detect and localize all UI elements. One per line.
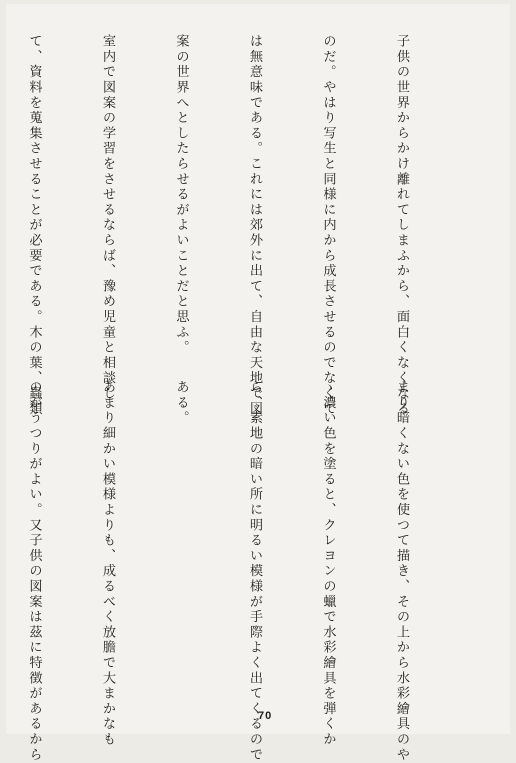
text-line: は無意味である。これには郊外に出て、自由な天地で図 xyxy=(247,34,262,417)
text-line: ら、素地の暗い所に明るい模様が手際よく出てくるので xyxy=(247,380,262,763)
text-line: のがうつりがよい。又子供の図案は茲に特徴があるから xyxy=(26,380,42,763)
book-page xyxy=(6,4,510,763)
text-line: 子供の世界からかけ離れてしまふから、面白くなくなる xyxy=(394,34,409,417)
text-line: のだ。やはり写生と同様に内から成長させるのでなくて xyxy=(320,34,336,417)
text-line: あまり細かい模様よりも、成るべく放膽で大まかなも xyxy=(100,380,115,748)
text-line: ある。 xyxy=(173,380,189,426)
text-line: ゝ濃い色を塗ると、クレヨンの蠟で水彩繪具を弾くか xyxy=(320,380,336,748)
text-line: まり暗くない色を使つて描き、その上から水彩繪具のや xyxy=(394,380,409,763)
upper-text-block xyxy=(0,34,462,417)
text-line: て、資料を蒐集させることが必要である。木の葉、蟲類 xyxy=(26,34,42,417)
page-number: 70 xyxy=(258,710,273,722)
text-line: 室内で図案の学習をさせるならば、豫め児童と相談し xyxy=(100,34,115,402)
text-line: 案の世界へとしたらせるがよいことだと思ふ。 xyxy=(173,34,189,356)
